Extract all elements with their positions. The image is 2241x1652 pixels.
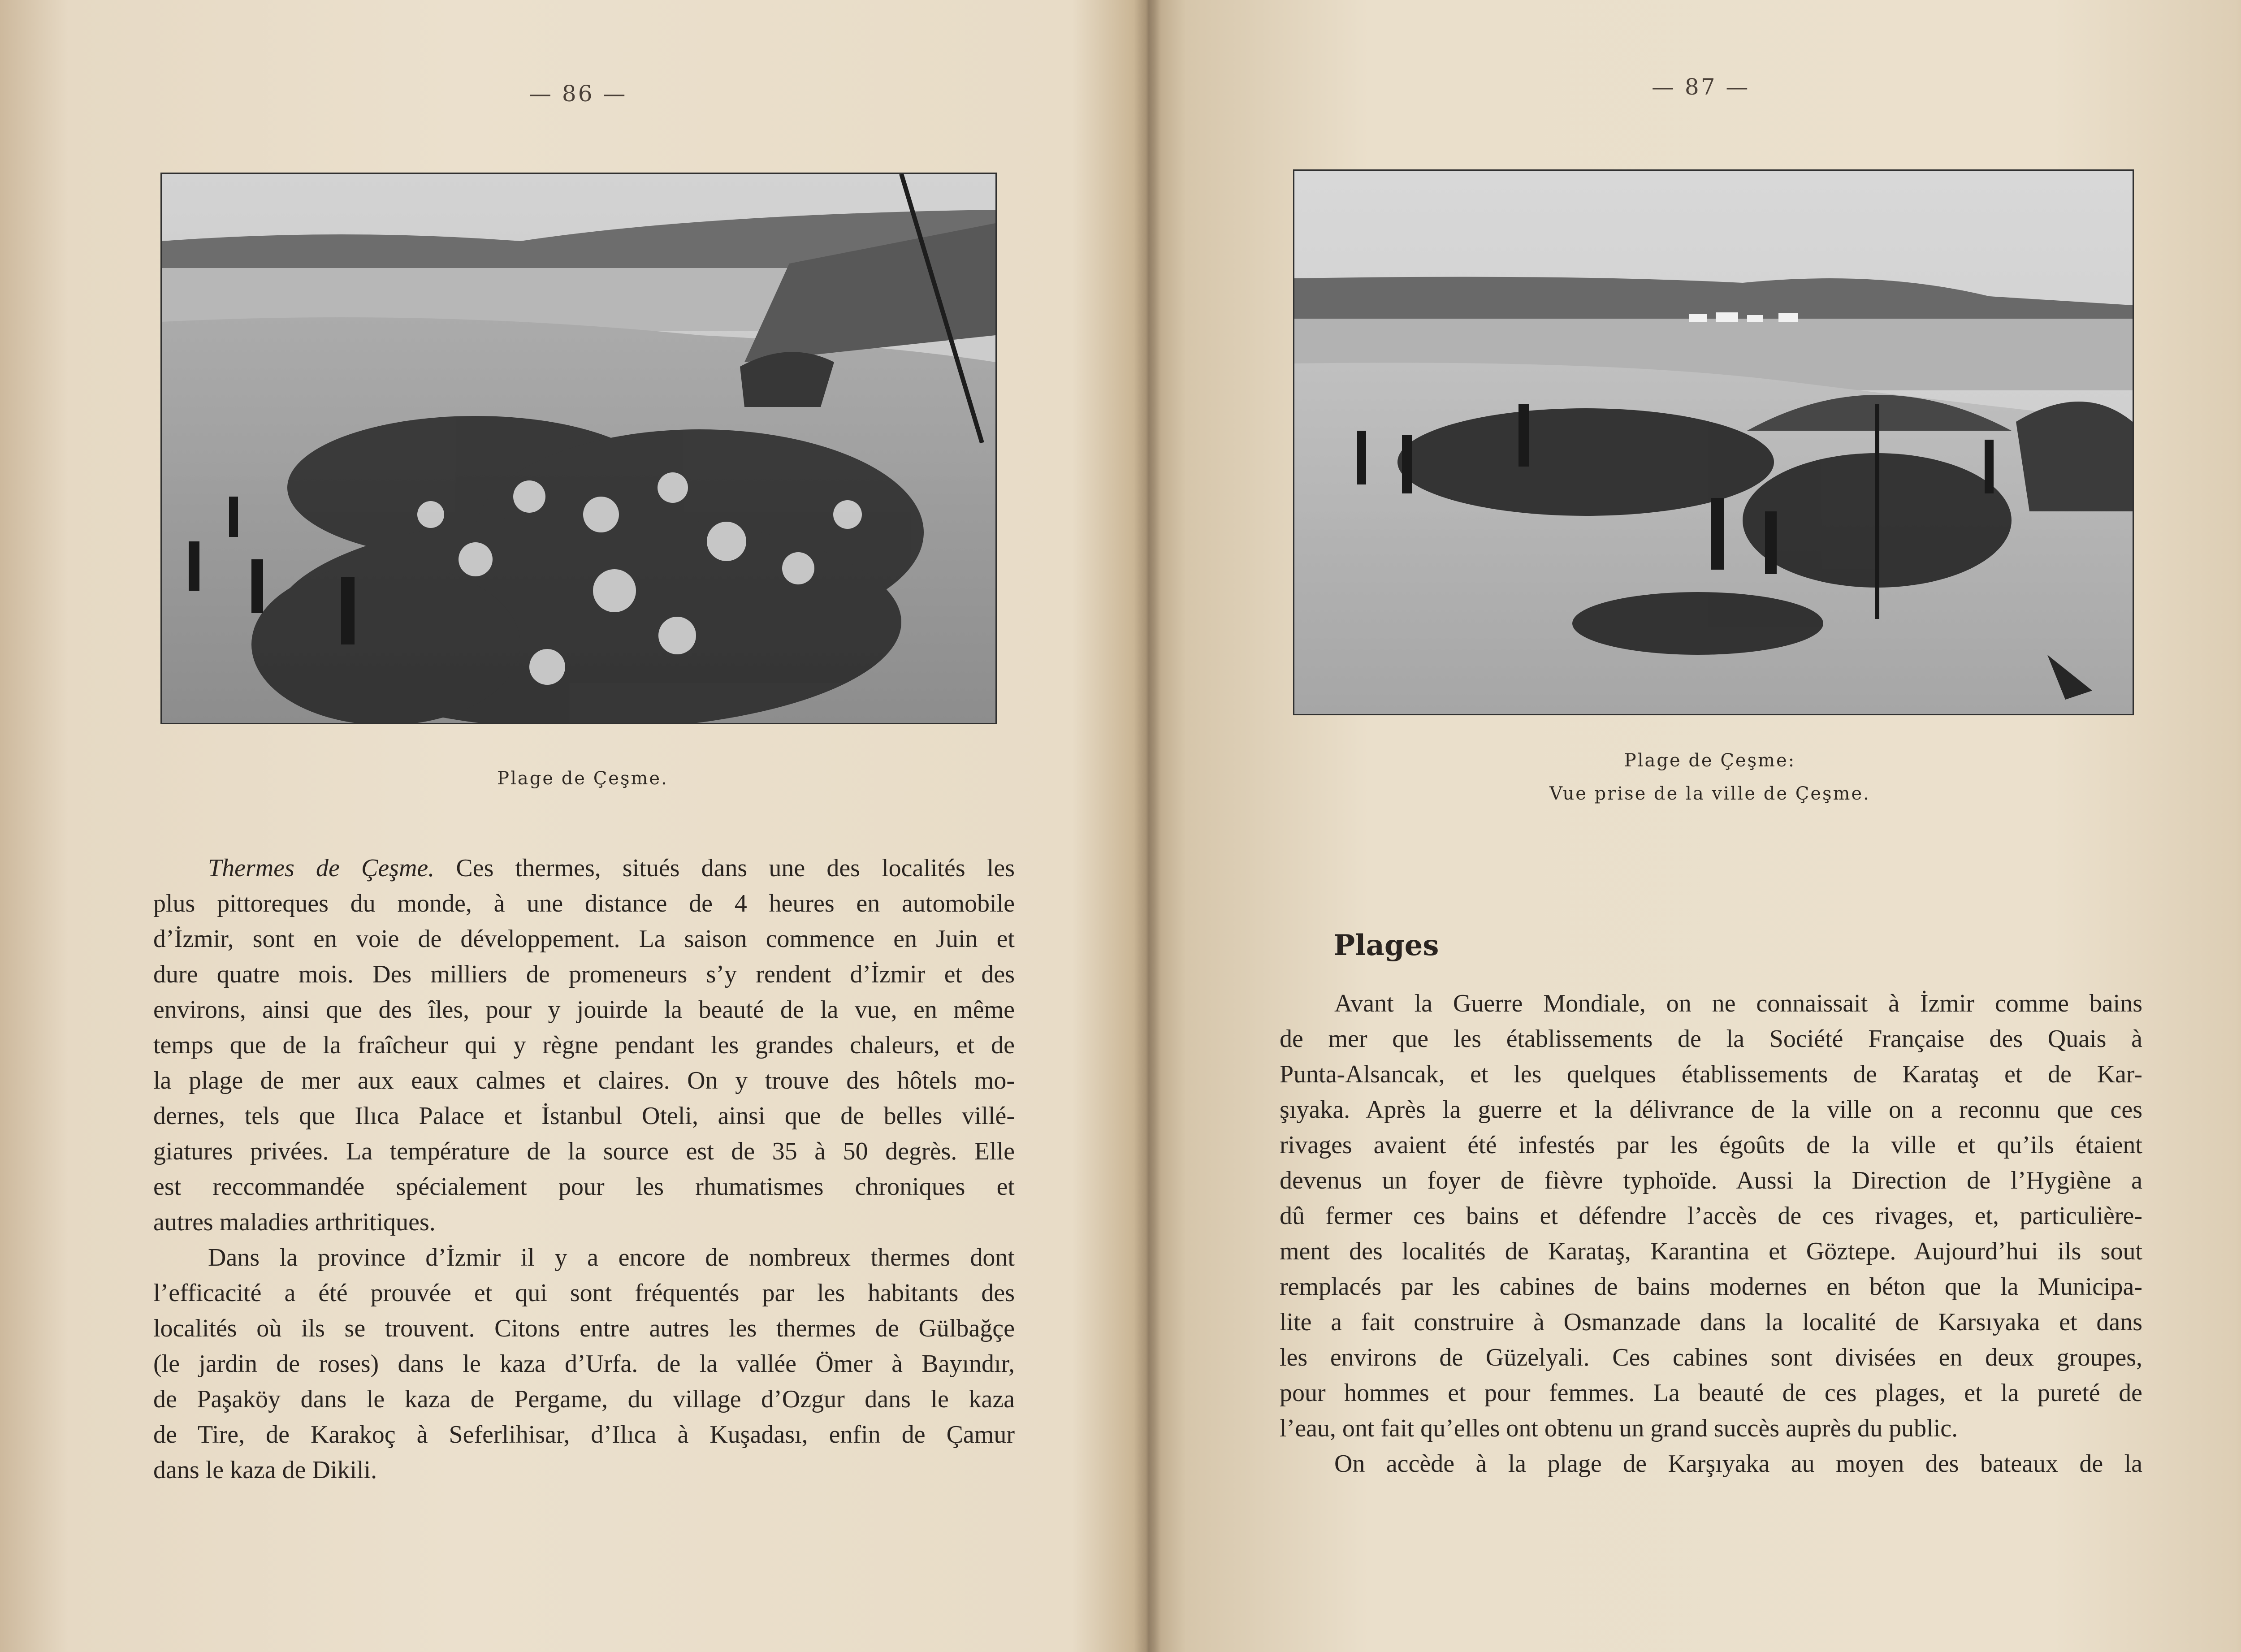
section-heading: Plages [1333, 929, 1439, 962]
text-line: l’eau, ont fait qu’elles ont obtenu un grand succès auprès du public. [1280, 1414, 1958, 1442]
text-line: dû fermer ces bains et défendre l’accès de ces rivages, et, particulière- [1280, 1202, 2142, 1230]
page-number: — 87 — [1652, 74, 1750, 100]
text-line: plus pittoreques du monde, à une distance de 4 heures en automobile [153, 890, 1015, 917]
text-line: localités où ils se trouvent. Citons entre autres les thermes de Gülbağçe [153, 1315, 1015, 1342]
text-line: remplacés par les cabines de bains modernes en béton que la Municipa- [1280, 1273, 2142, 1301]
photo-caption: Plage de Çeşme. [497, 768, 668, 789]
text-line: devenus un foyer de fièvre typhoïde. Aussi la Direction de l’Hygiène a [1280, 1167, 2142, 1194]
beach-crowd-photo [160, 173, 997, 724]
photo-caption-line-2: Vue prise de la ville de Çeşme. [1549, 783, 1870, 804]
photo-caption-line-1: Plage de Çeşme: [1624, 750, 1796, 771]
text-line: Ces thermes, situés dans une des localités les [434, 854, 1015, 882]
right-body-text [1280, 986, 2142, 1482]
text-line: Dans la province d’İzmir il y a encore de nombreux thermes dont [208, 1244, 1015, 1271]
text-line: şıyaka. Après la guerre et la délivrance de la ville on a reconnu que ces [1280, 1096, 2142, 1124]
text-line: pour hommes et pour femmes. La beauté de ces plages, et la pureté de [1280, 1379, 2142, 1407]
text-line: de mer que les établissements de la Société Française des Quais à [1280, 1025, 2142, 1053]
photo-caption [1454, 744, 1965, 810]
text-line: d’İzmir, sont en voie de développement. La saison commence en Juin et [153, 925, 1015, 953]
text-line: rivages avaient été infestés par les égoûts de la ville et qu’ils étaient [1280, 1131, 2142, 1159]
text-line: (le jardin de roses) dans le kaza d’Urfa. de la vallée Ömer à Bayındır, [153, 1350, 1015, 1378]
text-line: dure quatre mois. Des milliers de promeneurs s’y rendent d’İzmir et des [153, 960, 1015, 988]
beach-town-view-photo-image [1294, 171, 2133, 714]
text-line: la plage de mer aux eaux calmes et claires. On y trouve des hôtels mo- [153, 1067, 1015, 1094]
page-number: — 86 — [529, 81, 627, 107]
right-page [1141, 0, 2241, 1652]
text-line: est reccommandée spécialement pour les rhumatismes chroniques et [153, 1173, 1015, 1201]
text-line: ment des localités de Karataş, Karantina et Göztepe. Aujourd’hui ils sout [1280, 1237, 2142, 1265]
text-line: Punta-Alsancak, et les quelques établissements de Karataş et de Kar- [1280, 1060, 2142, 1088]
text-line: dernes, tels que Ilıca Palace et İstanbul Oteli, ainsi que de belles villé- [153, 1102, 1015, 1130]
left-body-text [153, 851, 1015, 1488]
section-title: Thermes de Çeşme. [208, 854, 435, 882]
text-line: environs, ainsi que des îles, pour y jouirde la beauté de la vue, en même [153, 996, 1015, 1024]
paragraph-first-line [153, 851, 1015, 886]
beach-crowd-photo-image [162, 174, 995, 723]
text-line: Avant la Guerre Mondiale, on ne connaissait à İzmir comme bains [1334, 990, 2142, 1017]
text-line: autres maladies arthritiques. [153, 1208, 436, 1236]
text-line: On accède à la plage de Karşıyaka au moyen des bateaux de la [1334, 1450, 2142, 1478]
text-line: lite a fait construire à Osmanzade dans la localité de Karsıyaka et dans [1280, 1308, 2142, 1336]
text-line: les environs de Güzelyali. Ces cabines sont divisées en deux groupes, [1280, 1344, 2142, 1371]
text-line: l’efficacité a été prouvée et qui sont fréquentés par les habitants des [153, 1279, 1015, 1307]
text-line: de Tire, de Karakoç à Seferlihisar, d’Ilıca à Kuşadası, enfin de Çamur [153, 1421, 1015, 1449]
beach-town-view-photo [1293, 169, 2134, 715]
text-line: dans le kaza de Dikili. [153, 1456, 377, 1484]
text-line: de Paşaköy dans le kaza de Pergame, du village d’Ozgur dans le kaza [153, 1385, 1015, 1413]
text-line: giatures privées. La température de la source est de 35 à 50 degrès. Elle [153, 1137, 1015, 1165]
text-line: temps que de la fraîcheur qui y règne pendant les grandes chaleurs, et de [153, 1031, 1015, 1059]
